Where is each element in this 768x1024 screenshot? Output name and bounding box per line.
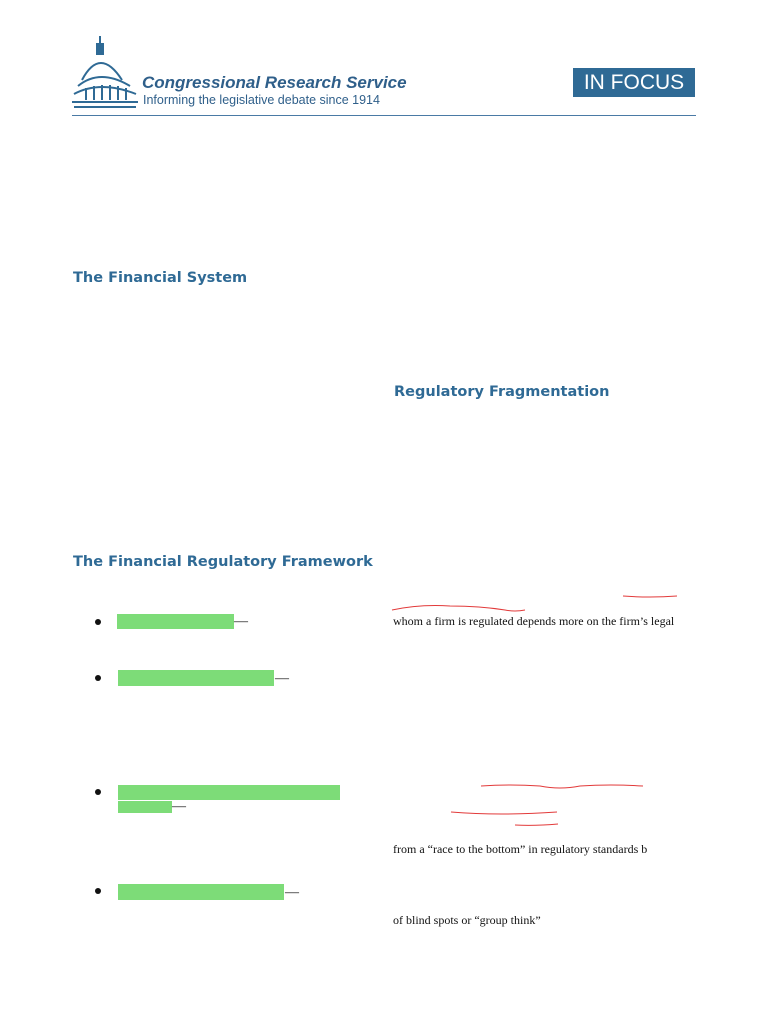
- bullet-dash: —: [285, 885, 299, 900]
- header-divider: [72, 115, 696, 116]
- redacted-term-bar: [118, 801, 172, 813]
- annotation-underline: [392, 606, 525, 612]
- bullet-icon: [95, 789, 101, 795]
- bullet-icon: [95, 619, 101, 625]
- redacted-term-bar: [118, 670, 274, 686]
- bullet-dash: —: [275, 671, 289, 686]
- right-column-text-line: whom a firm is regulated depends more on the firm’s legal: [393, 614, 675, 628]
- redacted-term-bar: [118, 785, 340, 800]
- bullet-icon: [95, 888, 101, 894]
- right-column-text-line: of blind spots or “group think”: [393, 913, 541, 927]
- bullet-dash: —: [234, 614, 248, 629]
- heading-financial-system: The Financial System: [73, 270, 248, 286]
- capitol-dome-logo-icon: [70, 34, 140, 110]
- annotation-underline: [451, 812, 557, 814]
- right-column-text-line: from a “race to the bottom” in regulatory standards b: [393, 842, 648, 856]
- redacted-term-bar: [117, 614, 234, 629]
- redacted-term-bar: [118, 884, 284, 900]
- heading-regulatory-framework: The Financial Regulatory Framework: [73, 554, 373, 570]
- annotation-underline: [515, 824, 558, 825]
- org-tagline: Informing the legislative debate since 1914: [143, 93, 380, 107]
- heading-regulatory-fragmentation: Regulatory Fragmentation: [394, 384, 610, 400]
- in-focus-badge: IN FOCUS: [573, 68, 695, 97]
- bullet-icon: [95, 675, 101, 681]
- annotation-underline: [623, 596, 677, 597]
- bullet-dash: —: [172, 799, 186, 814]
- org-name: Congressional Research Service: [142, 73, 407, 92]
- annotation-underline: [481, 785, 643, 788]
